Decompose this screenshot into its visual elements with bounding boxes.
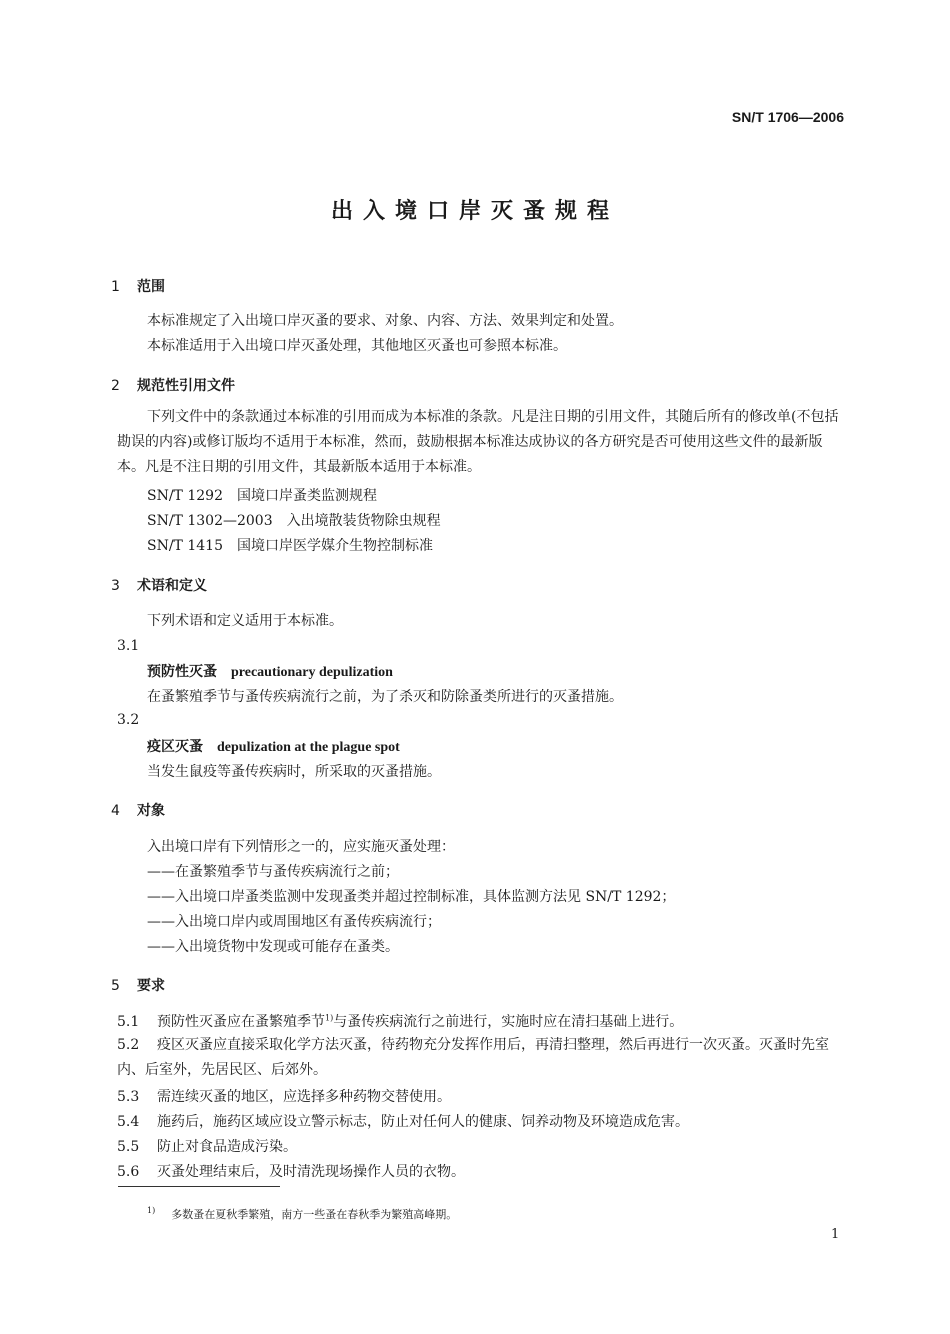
section-1-heading [111, 276, 165, 296]
requirement-text: 疫区灭蚤应直接采取化学方法灭蚤，待药物充分发挥作用后，再清扫整理，然后再进行一次灭蚤。灭蚤时先室内、后室外，先居民区、后郊外。 [117, 1037, 829, 1078]
reference-item: SN/T 1292 国境口岸蚤类监测规程 [147, 488, 377, 504]
section-number: 4 [111, 803, 120, 819]
requirement-item [117, 1086, 451, 1106]
requirement-number: 5.6 [117, 1164, 140, 1180]
list-item: ——入出境口岸蚤类监测中发现蚤类并超过控制标准，具体监测方法见 SN/T 1292； [147, 889, 676, 905]
section-number: 3 [111, 578, 120, 594]
footnote-number: 1) [147, 1206, 156, 1216]
paragraph: 入出境口岸有下列情形之一的，应实施灭蚤处理： [147, 839, 455, 855]
paragraph-text: 下列文件中的条款通过本标准的引用而成为本标准的条款。凡是注日期的引用文件，其随后所有的修改单(不包括勘误的内容)或修订版均不适用于本标准，然而，鼓励根据本标准达成协议的各方研究是否可使用这些文件的最新版本。凡是不注日期的引用文件，其最新版本适用于本标准。 [117, 409, 839, 475]
footnote-text: 多数蚤在夏秋季繁殖，南方一些蚤在春秋季为繁殖高峰期。 [171, 1208, 458, 1221]
requirement-text: 需连续灭蚤的地区，应选择多种药物交替使用。 [157, 1089, 451, 1105]
standard-number: SN/T 1706—2006 [731, 109, 844, 125]
term-heading [147, 736, 400, 756]
section-title: 要求 [137, 978, 165, 994]
footnote-divider [118, 1186, 280, 1187]
list-item: ——入出境货物中发现或可能存在蚤类。 [147, 939, 399, 955]
requirement-number: 5.5 [117, 1139, 140, 1155]
reference-item: SN/T 1415 国境口岸医学媒介生物控制标准 [147, 538, 433, 554]
paragraph [117, 405, 847, 480]
requirement-text: 施药后，施药区域应设立警示标志，防止对任何人的健康、饲养动物及环境造成危害。 [157, 1114, 689, 1130]
paragraph: 本标准适用于入出境口岸灭蚤处理，其他地区灭蚤也可参照本标准。 [147, 338, 567, 354]
term-definition: 在蚤繁殖季节与蚤传疾病流行之前，为了杀灭和防除蚤类所进行的灭蚤措施。 [147, 689, 623, 705]
section-3-heading [111, 575, 207, 595]
section-title: 术语和定义 [137, 578, 207, 594]
footnote-marker: 1) [325, 1013, 334, 1023]
reference-item: SN/T 1302—2003 入出境散装货物除虫规程 [147, 513, 441, 529]
requirement-number: 5.2 [117, 1037, 140, 1053]
page-number: 1 [831, 1227, 840, 1242]
section-number: 1 [111, 279, 120, 295]
requirement-text: 预防性灭蚤应在蚤繁殖季节 [157, 1014, 325, 1030]
list-item: ——在蚤繁殖季节与蚤传疾病流行之前； [147, 864, 399, 880]
section-title: 范围 [137, 279, 165, 295]
requirement-item [117, 1033, 847, 1083]
requirement-number: 5.3 [117, 1089, 140, 1105]
term-english: precautionary depulization [231, 665, 393, 680]
list-item: ——入出境口岸内或周围地区有蚤传疾病流行； [147, 914, 441, 930]
requirement-item [117, 1011, 683, 1031]
term-chinese: 疫区灭蚤 [147, 739, 203, 755]
section-title: 规范性引用文件 [137, 378, 235, 394]
requirement-text: 灭蚤处理结束后，及时清洗现场操作人员的衣物。 [157, 1164, 465, 1180]
requirement-number: 5.1 [117, 1014, 140, 1030]
term-definition: 当发生鼠疫等蚤传疾病时，所采取的灭蚤措施。 [147, 764, 441, 780]
requirement-text: 防止对食品造成污染。 [157, 1139, 297, 1155]
term-chinese: 预防性灭蚤 [147, 664, 217, 680]
section-2-heading [111, 375, 235, 395]
section-title: 对象 [137, 803, 165, 819]
section-5-heading [111, 975, 165, 995]
term-number: 3.1 [117, 638, 140, 654]
paragraph: 本标准规定了入出境口岸灭蚤的要求、对象、内容、方法、效果判定和处置。 [147, 313, 623, 329]
requirement-item [117, 1111, 689, 1131]
requirement-text: 与蚤传疾病流行之前进行，实施时应在清扫基础上进行。 [333, 1014, 684, 1030]
requirement-item [117, 1161, 465, 1181]
requirement-number: 5.4 [117, 1114, 140, 1130]
paragraph: 下列术语和定义适用于本标准。 [147, 613, 343, 629]
section-4-heading [111, 800, 165, 820]
term-heading [147, 661, 393, 681]
requirement-item [117, 1136, 297, 1156]
term-english: depulization at the plague spot [217, 740, 400, 755]
page-title: 出入境口岸灭蚤规程 [330, 199, 619, 224]
section-number: 5 [111, 978, 120, 994]
section-number: 2 [111, 378, 120, 394]
footnote [147, 1206, 457, 1222]
term-number: 3.2 [117, 712, 140, 728]
